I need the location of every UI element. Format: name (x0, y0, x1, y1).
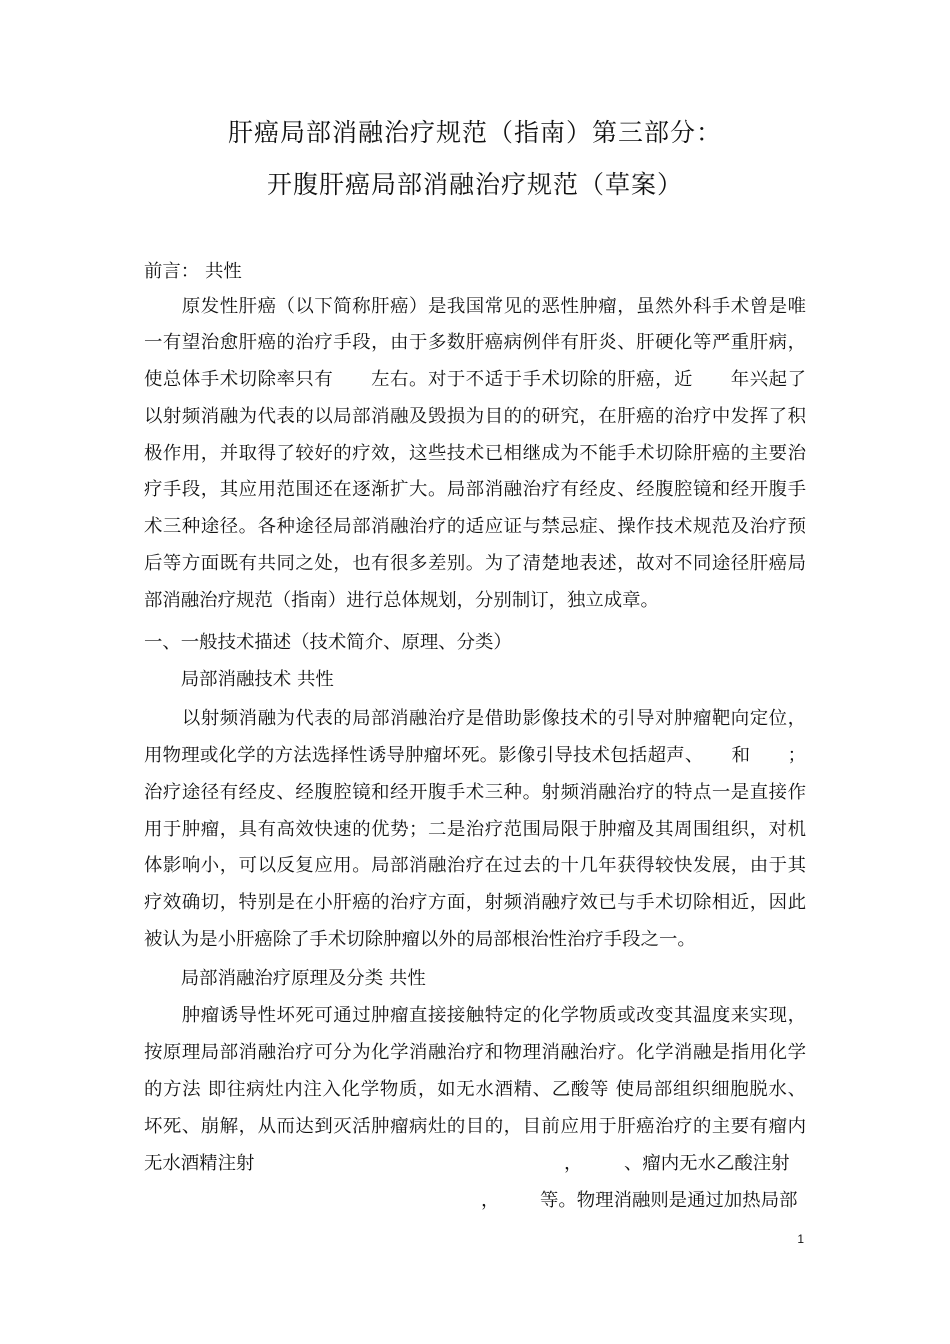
subsection-heading: 局部消融治疗原理及分类 共性 (144, 968, 426, 989)
paragraph-line: 体影响小，可以反复应用。局部消融治疗在过去的十几年获得较快发展，由于其 (144, 855, 806, 876)
paragraph-line: 一有望治愈肝癌的治疗手段，由于多数肝癌病例伴有肝炎、肝硬化等严重肝病， (144, 332, 806, 353)
document-title-line-1: 肝癌局部消融治疗规范（指南）第三部分： (227, 118, 722, 147)
paragraph-line: 以射频消融为代表的局部消融治疗是借助影像技术的引导对肿瘤靶向定位， (144, 708, 806, 729)
preface-heading: 前言： 共性 (144, 261, 242, 282)
paragraph-fragment: 等。物理消融则是通过加热局部 (540, 1190, 798, 1211)
paragraph-line: 术三种途径。各种途径局部消融治疗的适应证与禁忌症、操作技术规范及治疗预 (144, 516, 806, 537)
paragraph-line: 后等方面既有共同之处，也有很多差别。为了清楚地表述，故对不同途径肝癌局 (144, 553, 806, 574)
paragraph-fragment: ， (564, 1153, 583, 1174)
paragraph-line: 使总体手术切除率只有 左右。对于不适于手术切除的肝癌，近 年兴起了 (144, 369, 806, 390)
paragraph-fragment: 无水酒精注射 (144, 1153, 255, 1174)
paragraph-line: 坏死、崩解，从而达到灭活肿瘤病灶的目的，目前应用于肝癌治疗的主要有瘤内 (144, 1116, 806, 1137)
paragraph-line: 以射频消融为代表的以局部消融及毁损为目的的研究，在肝癌的治疗中发挥了积 (144, 406, 806, 427)
paragraph-line: 用物理或化学的方法选择性诱导肿瘤坏死。影像引导技术包括超声、 和 ； (144, 745, 806, 766)
paragraph-line: 部消融治疗规范（指南）进行总体规划，分别制订，独立成章。 (144, 590, 659, 611)
paragraph-line: 极作用，并取得了较好的疗效，这些技术已相继成为不能手术切除肝癌的主要治 (144, 443, 806, 464)
paragraph-line: 用于肿瘤，具有高效快速的优势；二是治疗范围局限于肿瘤及其周围组织，对机 (144, 819, 806, 840)
paragraph-line: 疗效确切，特别是在小肝癌的治疗方面，射频消融疗效已与手术切除相近，因此 (144, 892, 806, 913)
section-heading: 一、一般技术描述（技术简介、原理、分类） (144, 632, 512, 653)
paragraph-line: 的方法 即往病灶内注入化学物质，如无水酒精、乙酸等 使局部组织细胞脱水、 (144, 1079, 806, 1100)
paragraph-line: 被认为是小肝癌除了手术切除肿瘤以外的局部根治性治疗手段之一。 (144, 929, 696, 950)
paragraph-line: 治疗途径有经皮、经腹腔镜和经开腹手术三种。射频消融治疗的特点一是直接作 (144, 782, 806, 803)
paragraph-line: 肿瘤诱导性坏死可通过肿瘤直接接触特定的化学物质或改变其温度来实现， (144, 1005, 806, 1026)
paragraph-fragment: ， (481, 1190, 500, 1211)
page-number: 1 (797, 1232, 804, 1246)
paragraph-line: 原发性肝癌（以下简称肝癌）是我国常见的恶性肿瘤，虽然外科手术曾是唯 (144, 296, 806, 317)
paragraph-line: 按原理局部消融治疗可分为化学消融治疗和物理消融治疗。化学消融是指用化学 (144, 1042, 806, 1063)
paragraph-fragment: 、瘤内无水乙酸注射 (624, 1153, 790, 1174)
paragraph-line: 疗手段，其应用范围还在逐渐扩大。局部消融治疗有经皮、经腹腔镜和经开腹手 (144, 479, 806, 500)
document-title-line-2: 开腹肝癌局部消融治疗规范（草案） (266, 170, 683, 199)
subsection-heading: 局部消融技术 共性 (144, 669, 334, 690)
